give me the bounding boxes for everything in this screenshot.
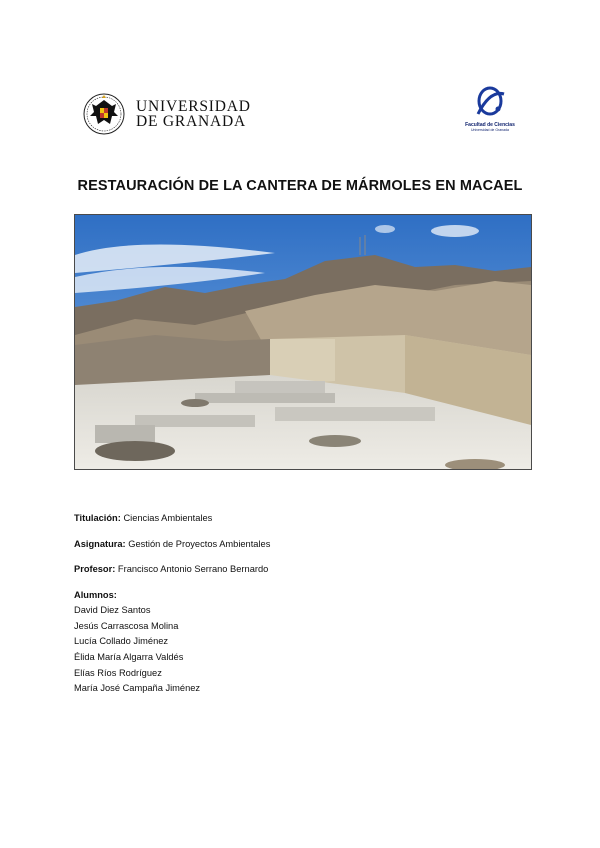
- student-name: Lucía Collado Jiménez: [74, 636, 169, 646]
- student-name: María José Campaña Jiménez: [74, 683, 201, 693]
- faculty-subtitle: Universidad de Granada: [471, 128, 509, 132]
- titulacion-row: [74, 513, 212, 523]
- university-name-line2: DE GRANADA: [136, 113, 247, 130]
- asignatura-row: [74, 539, 270, 549]
- profesor-row: [74, 564, 268, 574]
- faculty-logo: [460, 84, 520, 132]
- alumnos-label: Alumnos:: [74, 590, 117, 600]
- faculty-name: Facultad de Ciencias: [465, 122, 515, 128]
- university-name-line1: UNIVERSIDAD: [136, 98, 251, 115]
- university-logo: [82, 92, 251, 136]
- student-name: Jesús Carrascosa Molina: [74, 621, 179, 631]
- titulacion-value: Ciencias Ambientales: [123, 513, 213, 523]
- student-name: David Diez Santos: [74, 605, 151, 615]
- quarry-illustration: [75, 215, 531, 469]
- titulacion-label: Titulación:: [74, 513, 121, 523]
- asignatura-label: Asignatura:: [74, 539, 126, 549]
- profesor-value: Francisco Antonio Serrano Bernardo: [117, 564, 269, 574]
- faculty-emblem-icon: [470, 84, 510, 120]
- asignatura-value: Gestión de Proyectos Ambientales: [128, 539, 271, 549]
- quarry-photo: [74, 214, 532, 470]
- student-name: Élida María Algarra Valdés: [74, 652, 184, 662]
- university-crest-icon: [82, 92, 126, 136]
- profesor-label: Profesor:: [74, 564, 116, 574]
- student-name: Elías Ríos Rodríguez: [74, 668, 162, 678]
- document-title: RESTAURACIÓN DE LA CANTERA DE MÁRMOLES EN MACAEL: [77, 178, 523, 194]
